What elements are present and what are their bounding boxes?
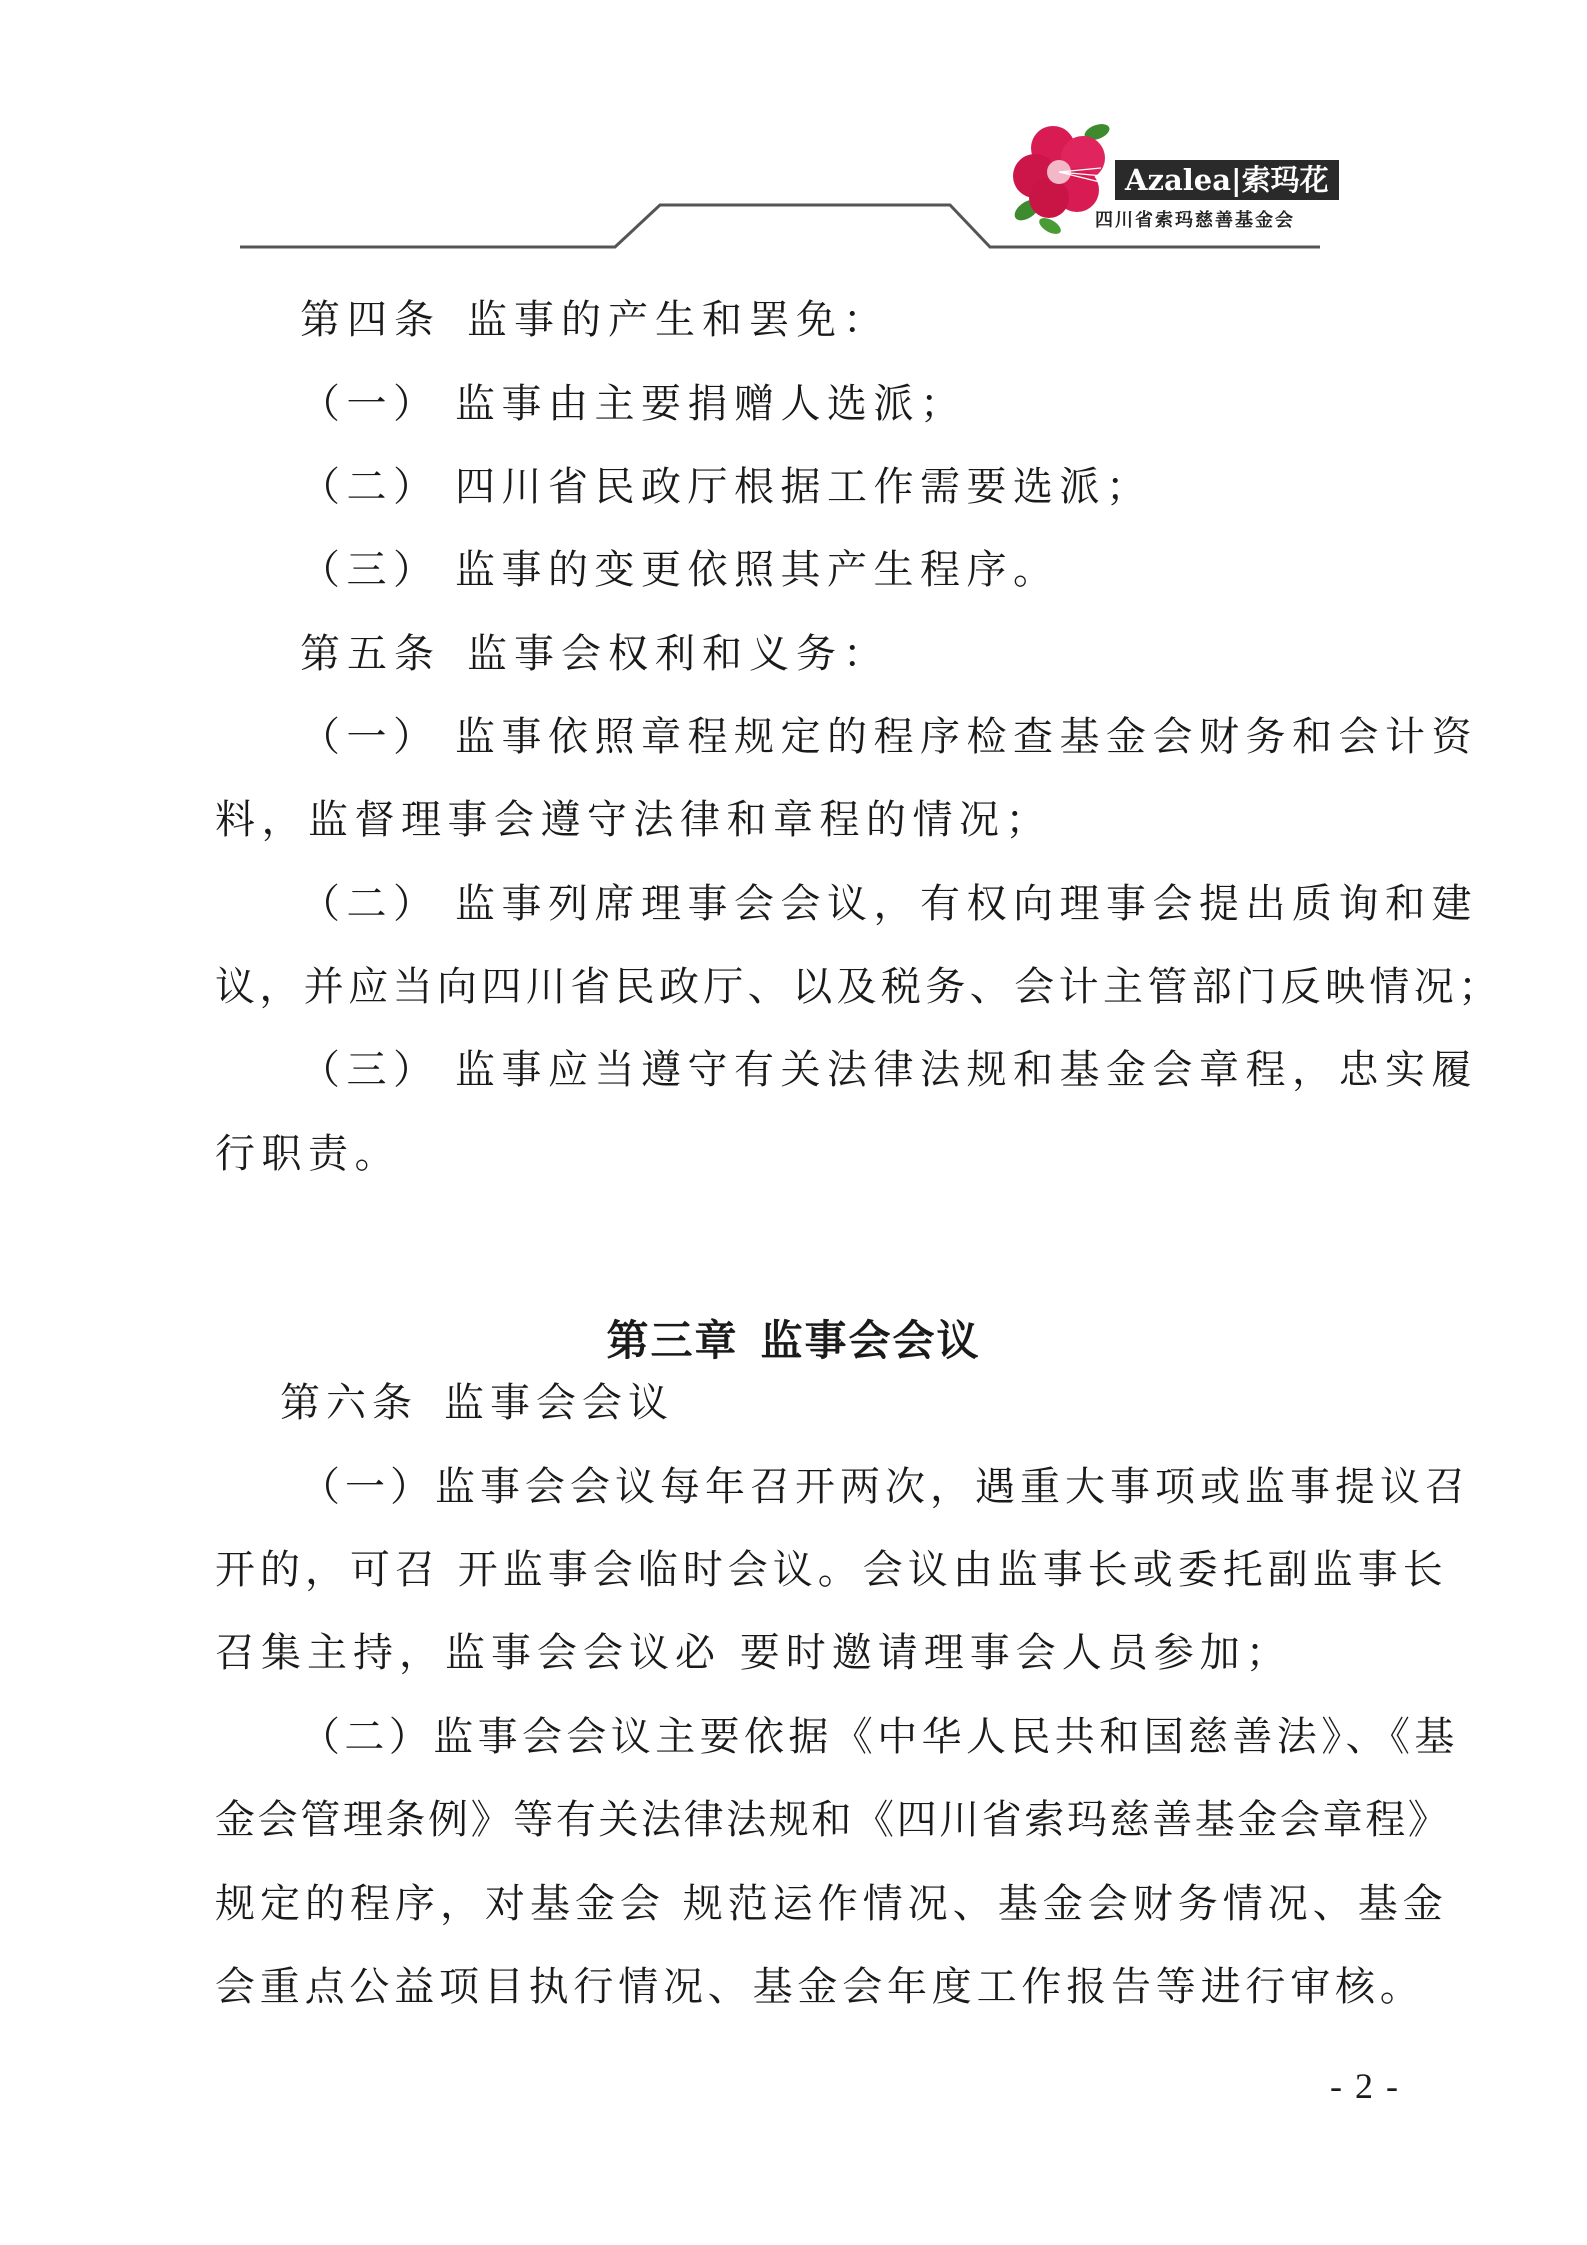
list-item-continued: 料，监督理事会遵守法律和章程的情况； <box>215 797 1052 843</box>
paragraph-line: 会重点公益项目执行情况、基金会年度工作报告等进行审核。 <box>215 1964 1425 2010</box>
article-5-heading <box>300 631 1480 677</box>
paragraph-line: 金会管理条例》等有关法律法规和《四川省索玛慈善基金会章程》 <box>215 1797 1451 1843</box>
paragraph-line: 召集主持，监事会会议必 要时邀请理事会人员参加； <box>215 1630 1292 1676</box>
logo-brand-text: Azalea|索玛花 <box>1115 160 1339 200</box>
list-item-continued: 议，并应当向四川省民政厅、以及税务、会计主管部门反映情况； <box>215 964 1503 1010</box>
list-item: （三） 监事的变更依照其产生程序。 <box>300 547 1060 593</box>
chapter-heading <box>0 1308 1587 1368</box>
logo-org-name: 四川省索玛慈善基金会 <box>1095 210 1295 231</box>
article-4-heading-text: 监事的产生和罢免： <box>467 297 890 343</box>
page-header <box>0 0 1587 260</box>
list-item: （一） 监事由主要捐赠人选派； <box>300 381 967 427</box>
article-5-heading-text: 监事会权利和义务： <box>467 631 890 677</box>
article-5-title: 第五条 <box>300 631 441 677</box>
list-item-continued: 行职责。 <box>215 1131 401 1177</box>
article-4-heading <box>300 297 1480 343</box>
article-4-title: 第四条 <box>300 297 441 343</box>
chapter-number: 第三章 <box>606 1316 739 1365</box>
article-6-heading <box>280 1380 1460 1426</box>
header-rule <box>0 0 1587 260</box>
list-item: （二） 四川省民政厅根据工作需要选派； <box>300 464 1153 510</box>
paragraph-line: （一）监事会会议每年召开两次，遇重大事项或监事提议召 <box>300 1464 1470 1510</box>
list-item: （三） 监事应当遵守有关法律法规和基金会章程，忠实履 <box>300 1047 1478 1093</box>
list-item: （二） 监事列席理事会会议，有权向理事会提出质询和建 <box>300 881 1478 927</box>
article-6-heading-text: 监事会会议 <box>444 1380 674 1426</box>
list-item: （一） 监事依照章程规定的程序检查基金会财务和会计资 <box>300 714 1478 760</box>
article-6-title: 第六条 <box>280 1380 418 1426</box>
page-number: - 2 - <box>1330 2066 1400 2106</box>
paragraph-line: （二）监事会会议主要依据《中华人民共和国慈善法》、《基 <box>300 1714 1459 1760</box>
chapter-title: 监事会会议 <box>760 1316 981 1365</box>
paragraph-line: 开的，可召 开监事会临时会议。会议由监事长或委托副监事长 <box>215 1547 1448 1593</box>
foundation-logo <box>1005 118 1345 248</box>
paragraph-line: 规定的程序，对基金会 规范运作情况、基金会财务情况、基金 <box>215 1881 1448 1927</box>
